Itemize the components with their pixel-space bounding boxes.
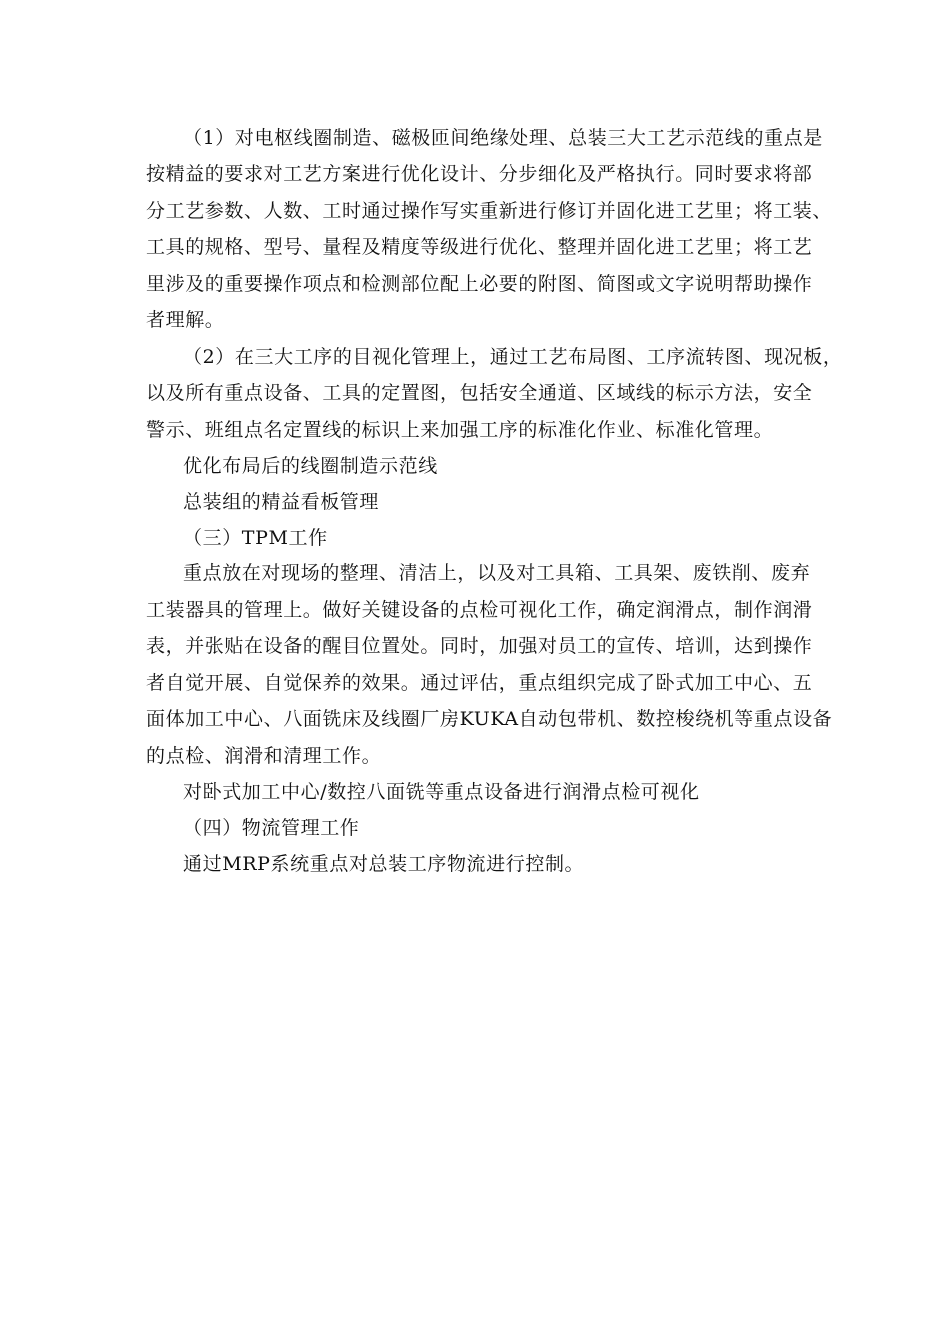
paragraph-3-line-5: 面体加工中心、八面铣床及线圈厂房KUKA自动包带机、数控梭绕机等重点设备 [146, 708, 833, 730]
paragraph-3-line-2: 工装器具的管理上。做好关键设备的点检可视化工作，确定润滑点，制作润滑 [146, 599, 813, 621]
paragraph-2-line-2: 以及所有重点设备、工具的定置图，包括安全通道、区域线的标示方法，安全 [146, 382, 813, 404]
paragraph-1-line-1: （1）对电枢线圈制造、磁极匝间绝缘处理、总装三大工艺示范线的重点是 [183, 127, 823, 149]
paragraph-1-line-3: 分工艺参数、人数、工时通过操作写实重新进行修订并固化进工艺里；将工装、 [146, 200, 833, 222]
paragraph-3-line-4: 者自觉开展、自觉保养的效果。通过评估，重点组织完成了卧式加工中心、五 [146, 672, 813, 694]
paragraph-2-line-1: （2）在三大工序的目视化管理上，通过工艺布局图、工序流转图、现况板， [183, 346, 843, 368]
paragraph-3-line-6: 的点检、润滑和清理工作。 [146, 745, 382, 767]
figure-caption-kanban: 总装组的精益看板管理 [183, 491, 380, 513]
paragraph-1-line-6: 者理解。 [146, 309, 225, 331]
section-heading-logistics: （四）物流管理工作 [183, 817, 360, 839]
paragraph-2-line-3: 警示、班组点名定置线的标识上来加强工序的标准化作业、标准化管理。 [146, 419, 774, 441]
paragraph-1-line-5: 里涉及的重要操作项点和检测部位配上必要的附图、简图或文字说明帮助操作 [146, 273, 813, 295]
figure-caption-lubrication: 对卧式加工中心/数控八面铣等重点设备进行润滑点检可视化 [183, 781, 700, 803]
section-heading-tpm: （三）TPM工作 [183, 527, 328, 549]
paragraph-1-line-2: 按精益的要求对工艺方案进行优化设计、分步细化及严格执行。同时要求将部 [146, 163, 813, 185]
paragraph-3-line-3: 表，并张贴在设备的醒目位置处。同时，加强对员工的宣传、培训，达到操作 [146, 635, 813, 657]
paragraph-1-line-4: 工具的规格、型号、量程及精度等级进行优化、整理并固化进工艺里；将工艺 [146, 236, 813, 258]
figure-caption-coil-line: 优化布局后的线圈制造示范线 [183, 455, 438, 477]
paragraph-4-line-1: 通过MRP系统重点对总装工序物流进行控制。 [183, 853, 585, 875]
paragraph-3-line-1: 重点放在对现场的整理、清洁上，以及对工具箱、工具架、废铁削、废弃 [183, 562, 811, 584]
